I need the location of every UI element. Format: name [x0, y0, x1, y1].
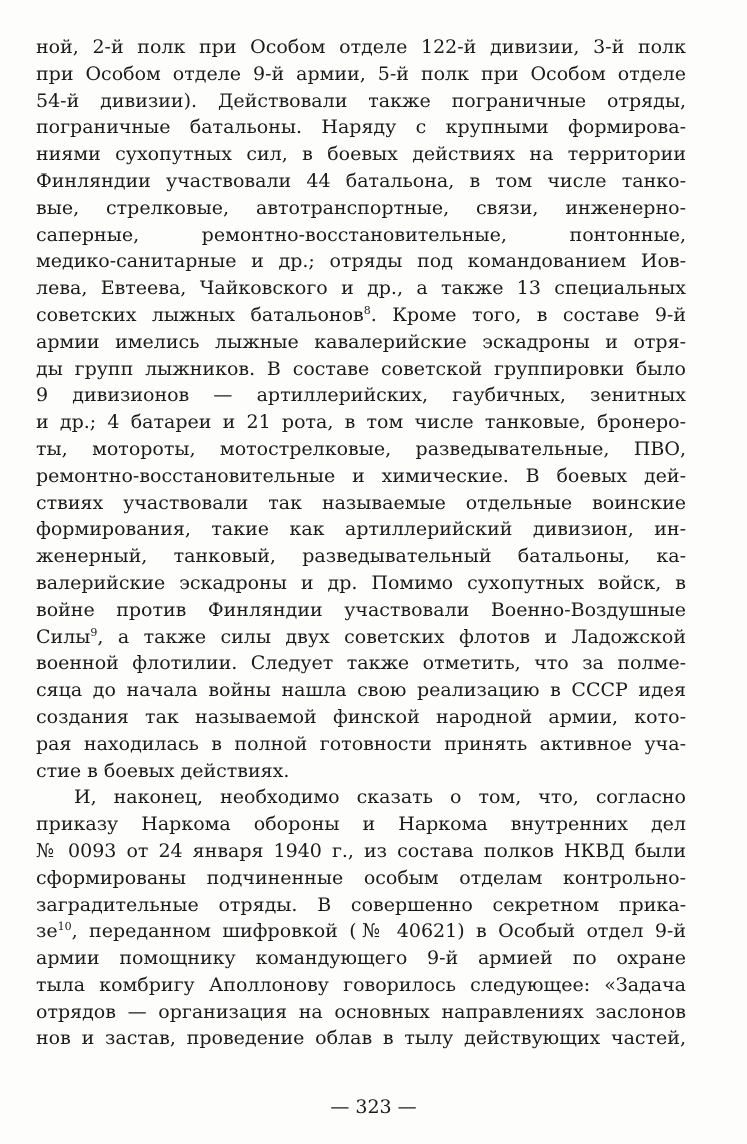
text-line: вые, стрелковые, автотранспортные, связи, инженерно-: [36, 196, 686, 219]
page-number: — 323 —: [330, 1096, 417, 1118]
text-line: И, наконец, необходимо сказать о том, что, согласно: [74, 786, 686, 809]
text-line: отрядов — организация на основных направлениях заслонов: [36, 1000, 686, 1023]
text-line-with-footnote-8: [36, 302, 686, 329]
text-line: сформированы подчиненные особым отделам контрольно-: [36, 866, 686, 889]
text-line: рая находилась в полной готовности принять активное уча-: [36, 732, 686, 755]
text-line: медико-санитарные и др.; отряды под командованием Иов-: [36, 250, 686, 273]
footnote-marker-8: 8: [363, 303, 371, 317]
text-line: валерийские эскадроны и др. Помимо сухопутных войск, в: [36, 571, 686, 594]
text-line: Финляндии участвовали 44 батальона, в том числе танко-: [36, 169, 686, 192]
text-segment: советских лыжных батальонов: [36, 303, 364, 326]
footnote-marker-9: 9: [90, 625, 98, 639]
text-line: 9 дивизионов — артиллерийских, гаубичных, зенитных: [36, 384, 686, 407]
paragraph-1: [36, 34, 686, 784]
footnote-marker-10: 10: [57, 920, 72, 934]
text-segment: , переданном шифровкой (№ 40621) в Особый отдел 9-й: [71, 920, 686, 943]
text-line: № 0093 от 24 января 1940 г., из состава полков НКВД были: [36, 839, 686, 862]
text-line: армии помощнику командующего 9-й армией по охране: [36, 947, 686, 970]
text-line: военной флотилии. Следует также отметить, что за полме-: [36, 652, 686, 675]
text-line: формирования, такие как артиллерийский дивизион, ин-: [36, 518, 686, 541]
text-line: 54-й дивизии). Действовали также пограничные отряды,: [36, 89, 686, 112]
text-line: нов и застав, проведение облав в тылу действующих частей,: [36, 1027, 686, 1050]
text-line: создания так называемой финской народной армии, кото-: [36, 705, 686, 728]
text-line: приказу Наркома обороны и Наркома внутренних дел: [36, 813, 686, 836]
text-line-with-footnote-9: [36, 624, 686, 651]
page-body: [36, 34, 686, 1052]
text-line: и др.; 4 батареи и 21 рота, в том числе танковые, бронеро-: [36, 411, 686, 434]
text-segment: зе: [36, 920, 58, 943]
paragraph-2: [36, 784, 686, 1052]
text-line: ды групп лыжников. В составе советской группировки было: [36, 357, 686, 380]
text-line: заградительные отряды. В совершенно секретном прика-: [36, 893, 686, 916]
text-segment: . Кроме того, в составе 9-й: [370, 303, 686, 326]
text-line: ремонтно-восстановительные и химические. В боевых дей-: [36, 464, 686, 487]
text-line: ты, мотороты, мотострелковые, разведывательные, ПВО,: [36, 437, 686, 460]
text-line: саперные, ремонтно-восстановительные, понтонные,: [36, 223, 686, 246]
text-line: при Особом отделе 9-й армии, 5-й полк при Особом отделе: [36, 62, 686, 85]
text-line: ниями сухопутных сил, в боевых действиях на территории: [36, 143, 686, 166]
text-line: ной, 2-й полк при Особом отделе 122-й дивизии, 3-й полк: [36, 36, 686, 58]
text-line: ствиях участвовали так называемые отдельные воинские: [36, 491, 686, 514]
text-line: стие в боевых действиях.: [36, 759, 290, 782]
text-line: тыла комбригу Аполлонову говорилось следующее: «Задача: [36, 973, 686, 996]
text-line: армии имелись лыжные кавалерийские эскадроны и отря-: [36, 330, 686, 353]
text-line: лева, Евтеева, Чайковского и др., а также 13 специальных: [36, 277, 686, 300]
text-line: женерный, танковый, разведывательный батальоны, ка-: [36, 545, 686, 568]
text-line-with-footnote-10: [36, 918, 686, 945]
text-line: войне против Финляндии участвовали Военно-Воздушные: [36, 598, 686, 621]
text-segment: , а также силы двух советских флотов и Ладожской: [97, 625, 686, 648]
text-line: сяца до начала войны нашла свою реализацию в СССР идея: [36, 679, 686, 702]
text-segment: Силы: [36, 625, 91, 648]
text-line: пограничные батальоны. Наряду с крупными формирова-: [36, 116, 686, 139]
